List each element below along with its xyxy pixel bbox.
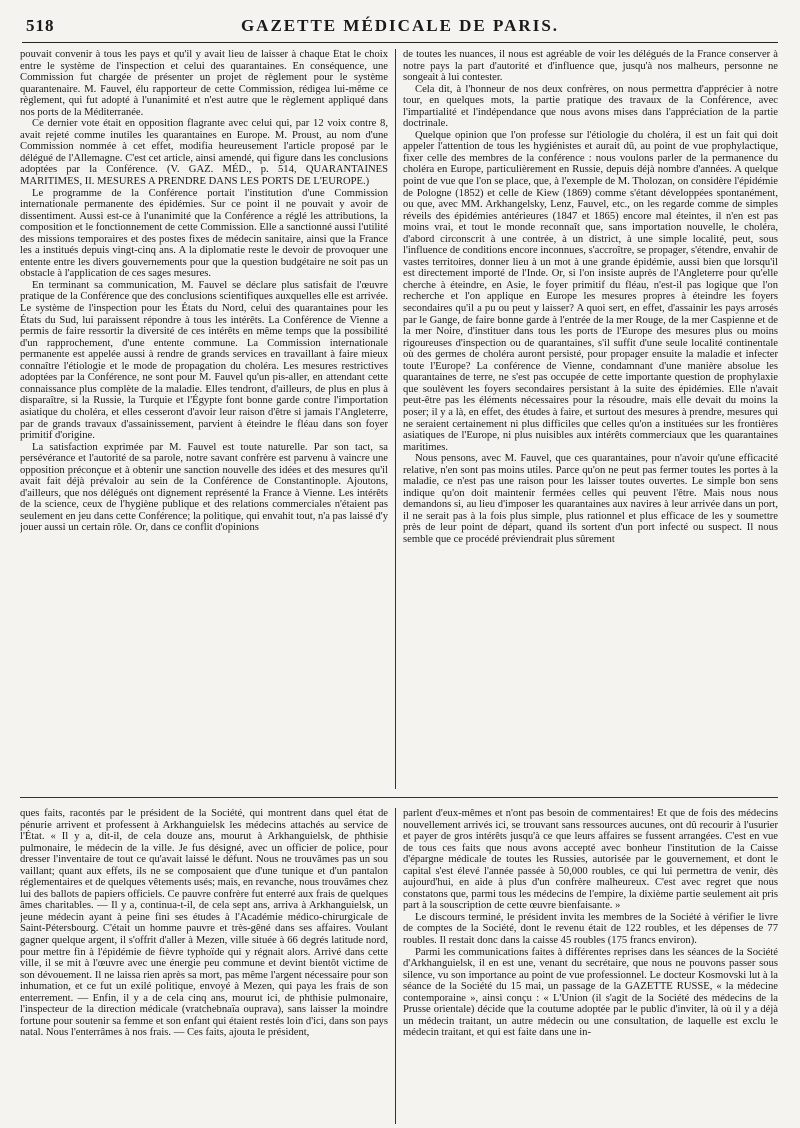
paragraph: ques faits, racontés par le président de la Société, qui montrent dans quel état de pénurie arrivent et professent à Arkhanguielsk les médecins attachés au service de l'État. « Il y a, dit-il, de cela douze ans, mourut à Arkhanguielsk, de phthisie pulmonaire, le médecin de la ville. Je fus désigné, avec un officier de police, pour dresser l'inventaire de tout ce qu'avait laissé le défunt. Nous ne trouvâmes pas un sou vaillant; quant aux effets, ils ne se composaient que d'une tunique et d'un pantalon réglementaires et de quelques vêtements usés; mais, en revanche, nous trouvâmes chez lui des ballots de papiers officiels. Ce pauvre confrère fut enterré aux frais de quelques âmes charitables. — Il y a, continua-t-il, de cela sept ans, arriva à Arkhanguielsk, un jeune médecin ayant à peine fini ses études à l'Académie médico-chirurgicale de Saint-Pétersbourg. C'était un homme pauvre et très-gêné dans ses affaires. Voulant gagner quelque argent, il s'offrit d'aller à Mezen, ville située à 66 degrés latitude nord, pour mettre fin à l'épidémie de fièvre typhoïde qui y régnait alors. Arrivé dans cette ville, il se mit à l'œuvre avec une énergie peu commune et devint bientôt victime de son dévouement. Il ne laissa rien après sa mort, pas même l'argent nécessaire pour son inhumation, et ce fut un exilé politique, envoyé à Mezen, qui paya les frais de son enterrement. — Enfin, il y a de cela cinq ans, mourut ici, de phthisie pulmonaire, l'inspecteur de la direction médicale (vratchebnaïa oupravа), sans laisser la moindre fortune pour soutenir sa femme et son enfant qui étaient restés loin d'ici, dans son pays natal. Nous l'enterrâmes à nos frais. — Ces faits, ajouta le président, [20, 808, 388, 1039]
paragraph: Quelque opinion que l'on professe sur l'étiologie du choléra, il est un fait qui doit appeler l'attention de tous les hygiénistes et aurait dû, au point de vue prophylactique, fixer celle des membres de la conférence : nous voulons parler de la permanence du choléra en Europe, particulièrement en Russie, depuis déjà nombre d'années. A quelque point de vue que l'on se place, que, à l'exemple de M. Tholozan, on considère l'épidémie de Pologne (1852) et celle de Kiew (1869) comme s'étant développées spontanément, ou que, avec MM. Arkhangelsky, Lenz, Fauvel, etc., on les regarde comme de simples réveils des épidémies antérieures (1847 et 1865) encore mal éteintes, il n'en est pas moins vrai, et tout le monde reconnaît que, sans importation nouvelle, le choléra, d'abord circonscrit à une contrée, à un district, à une simple localité, peut, sous l'influence de conditions encore inconnues, s'accroître, se propager, s'étendre, envahir de vastes territoires, donner lieu à un mot à une grande épidémie, aussi bien que lorsqu'il est directement importé de l'Inde. Or, si l'on insiste auprès de l'Angleterre pour qu'elle cherche à éteindre, en Asie, le foyer primitif du fléau, n'est-il pas logique que l'on recherche et l'on applique en Europe les mesures propres à éteindre les foyers secondaires qu'il a pu ou peut y laisser? A quoi sert, en effet, d'assainir les pays arrosés par le Gange, de faire bonne garde à l'entrée de la mer Rouge, de la mer Caspienne et de la mer Noire, d'instituer dans tous les ports de l'Europe des mesures plus ou moins rigoureuses d'inspection ou de quarantaines, s'il suffit d'une seule localité continentale où des germes de choléra auront persisté, pour propager ensuite la maladie et infecter toute l'Europe? La conférence de Vienne, condamnant d'une manière absolue les quarantaines de terre, ne s'est pas occupée de cette importante question de prophylaxie que soulèvent les foyers secondaires persistant à la suite des épidémies. Elle n'avait peut-être pas les éléments nécessaires pour la résoudre, mais elle devait du moins la poser; il y a là, en effet, des études à faire, et surtout des mesures à prendre, mesures qui ne seraient certainement ni plus difficiles que celles qu'on a instituées sur les frontières asiatiques de l'Europe, ni plus nuisibles aux intérêts commerciaux que les quarantaines maritimes. [403, 129, 778, 453]
column-top-right [403, 49, 778, 789]
paragraph: Nous pensons, avec M. Fauvel, que ces quarantaines, pour n'avoir qu'une efficacité relative, n'en sont pas moins utiles. Parce qu'on ne peut pas fermer toutes les portes à la maladie, ce n'est pas une raison pour les laisser toutes ouvertes. Le simple bon sens indique qu'on doit maintenir fermées celles qui peuvent l'être. Mais nous nous demandons si, au lieu d'imposer les quarantaines aux navires à leur arrivée dans un port, il ne serait pas à la fois plus simple, plus rationnel et plus efficace de les y soumettre près de leur point de départ, quand ils sortent d'un port infecté ou suspect. Il nous semble que ce procédé préviendrait plus sûrement [403, 453, 778, 545]
paragraph: de toutes les nuances, il nous est agréable de voir les délégués de la France conserver à notre pays la part d'autorité et d'influence que, jusqu'à nos malheurs, personne ne songeait à lui contester. [403, 49, 778, 84]
paragraph: Ce dernier vote était en opposition flagrante avec celui qui, par 12 voix contre 8, avait rejeté comme inutiles les quarantaines en Europe. M. Proust, au nom d'une Commission nommée à cet effet, modifia heureusement l'article proposé par le délégué de l'Allemagne. C'est cet article, ainsi amendé, qui figure dans les conclusions adoptées par la Conférence. (V. GAZ. MÉD., p. 514, QUARANTAINES MARITIMES, II. MESURES A PRENDRE DANS LES PORTS DE L'EUROPE.) [20, 118, 388, 188]
paragraph: Le programme de la Conférence portait l'institution d'une Commission internationale permanente des épidémies. Sur ce point il ne pouvait y avoir de dissentiment. Aussi est-ce à l'unanimité que la Conférence a réglé les attributions, la composition et le fonctionnement de cette Commission. Elle a sanctionné aussi l'utilité des missions temporaires et des postes fixes de médecin sanitaire, ainsi que la France les a institués depuis vingt-cinq ans. A la diplomatie reste le devoir de provoquer une entente entre les divers gouvernements pour que la question budgétaire ne soit pas un obstacle à l'application de ces sages mesures. [20, 187, 388, 280]
page-header [26, 16, 774, 42]
column-divider [395, 808, 396, 1124]
paragraph: En terminant sa communication, M. Fauvel se déclare plus satisfait de l'œuvre pratique de la Conférence que des conclusions scientifiques auxquelles elle est arrivée. Le système de l'inspection pour les États du Nord, celui des quarantaines pour les États du Sud, lui paraissent répondre à tous les intérêts. La Conférence de Vienne a permis de faire ressortir la diversité de ces intérêts en même temps que la possibilité d'un rapprochement, d'une entente commune. La Commission internationale permanente est appelée aussi à rendre de grands services en travaillant à faire mieux connaître l'étiologie et le mode de propagation du choléra. Les mesures restrictives adoptées par la Conférence, ne sont pour M. Fauvel qu'un pis-aller, en attendant cette connaissance plus complète de la maladie. Elles tendront, d'ailleurs, de plus en plus à disparaître, si la Russie, la Turquie et l'Égypte font bonne garde contre l'importation asiatique du choléra, et elles cesseront d'avoir leur raison d'être si jamais l'Angleterre, par de grands travaux d'assainissement, parvient à éteindre le fléau dans son foyer primitif d'origine. [20, 279, 388, 442]
paragraph: parlent d'eux-mêmes et n'ont pas besoin de commentaires! Et que de fois des médecins nouvellement arrivés ici, se trouvant sans ressources aucunes, ont dû recourir à l'usurier et payer de gros intérêts jusqu'à ce que leurs affaires se fussent arrangées. C'est en vue de tous ces faits que nous avons accepté avec bonheur l'institution de la Caisse d'épargne médicale de toutes les Russies, autorisée par le gouvernement, et dont le capital s'est élevé l'année passée à 50,000 roubles, ce qui lui permettra de venir, dès aujourd'hui, en aide à plus d'un confrère malheureux. C'est avec regret que nous constatons que, parmi tous les médecins de l'empire, la dixième partie seulement ait pris part à la souscription de cette œuvre bienfaisante. » [403, 808, 778, 912]
journal-title: GAZETTE MÉDICALE DE PARIS. [240, 16, 560, 35]
column-bottom-left [20, 808, 388, 1124]
column-top-left [20, 49, 388, 789]
paragraph: Cela dit, à l'honneur de nos deux confrères, on nous permettra d'apprécier à notre tour, en quelques mots, la partie pratique des travaux de la Conférence, avec l'impartialité et l'indépendance que nous avons mises dans l'appréciation de la partie doctrinale. [403, 83, 778, 130]
section-divider [20, 797, 778, 798]
paragraph: pouvait convenir à tous les pays et qu'il y avait lieu de laisser à chaque État le choix entre le système de l'inspection et celui des quarantaines. En conséquence, une Commission fut chargée de présenter un projet de règlement pour le système quarantenaire. M. Fauvel, élu rapporteur de cette Commission, rédigea lui-même ce règlement, qui fut adopté à l'unanimité et n'est autre que le règlement appliqué dans nos ports de la Méditerranée. [20, 49, 388, 118]
column-divider [395, 49, 396, 789]
header-rule [22, 42, 778, 43]
paragraph: Le discours terminé, le président invita les membres de la Société à vérifier le livre de comptes de la Société, dont le revenu était de 122 roubles, et les dépenses de 77 roubles. Il restait donc dans la caisse 45 roubles (175 francs environ). [403, 911, 778, 947]
paragraph: Parmi les communications faites à différentes reprises dans les séances de la Société d'Arkhanguielsk, il en est une, venant du secrétaire, que nous ne pouvons passer sous silence, vu son importance au point de vue professionnel. Le docteur Kosmovski lut à la séance de la Société du 15 mai, un passage de la GAZETTE RUSSE, « la médecine contemporaine », ainsi conçu : « L'Union (il s'agit de la Société des médecins de la Prusse orientale) décide que la coutume adoptée par le public d'inviter, là où il y a déjà un médecin traitant, un autre médecin ou une consultation, de laquelle est exclu le médecin traitant, et qui est faite dans une in- [403, 946, 778, 1039]
paragraph: La satisfaction exprimée par M. Fauvel est toute naturelle. Par son tact, sa persévérance et l'autorité de sa parole, notre savant confrère est parvenu à vaincre une opposition préconçue et à obtenir une sanction nouvelle des idées et des mesures qu'il avait fait déjà prévaloir au sein de la Conférence de Constantinople. Ajoutons, d'ailleurs, que nos délégués ont dignement représenté la France à Vienne. Les intérêts de la science, ceux de l'hygiène publique et des relations commerciales n'étaient pas seulement en jeu dans cette Conférence; la politique, qui envahit tout, n'a pas laissé d'y jouer aussi un certain rôle. Or, dans ce conflit d'opinions [20, 441, 388, 534]
page-number: 518 [26, 16, 55, 35]
column-bottom-right [403, 808, 778, 1124]
